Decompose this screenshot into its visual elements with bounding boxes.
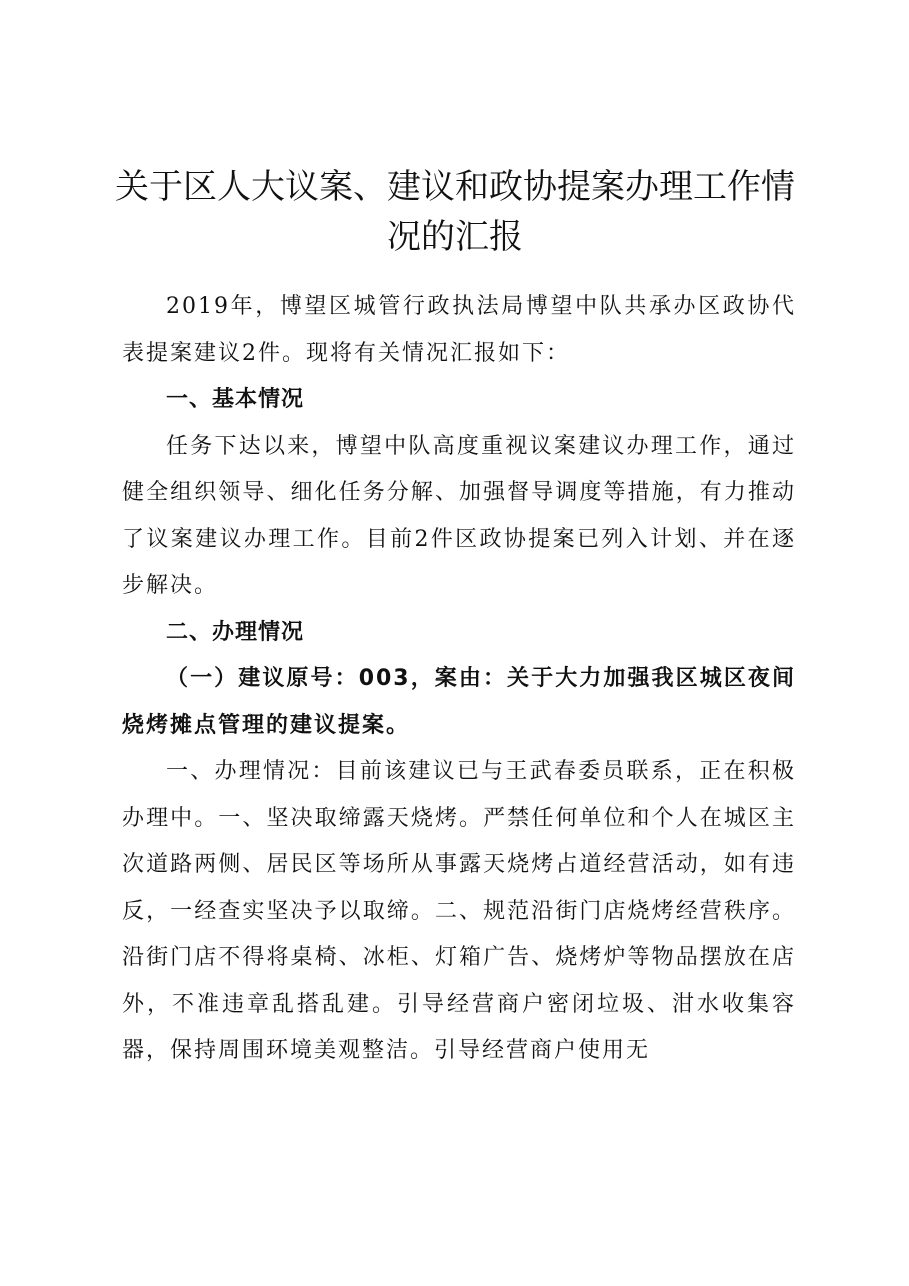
section-heading-handling: 二、办理情况 bbox=[166, 619, 305, 645]
document-body bbox=[122, 284, 796, 1075]
proposal-heading: （一）建议原号：003，案由：关于大力加强我区城区夜间烧烤摊点管理的建议提案。 bbox=[122, 666, 796, 738]
section-basic-paragraph: 任务下达以来，博望中队高度重视议案建议办理工作，通过健全组织领导、细化任务分解、加强督导调度等措施，有力推动了议案建议办理工作。目前2件区政协提案已列入计划、并在逐步解决。 bbox=[122, 433, 796, 598]
title-line-2: 况的汇报 bbox=[387, 217, 523, 257]
proposal-paragraph: 一、办理情况：目前该建议已与王武春委员联系，正在积极办理中。一、坚决取缔露天烧烤。严禁任何单位和个人在城区主次道路两侧、居民区等场所从事露天烧烤占道经营活动，如有违反，一经查实坚决予以取缔。二、规范沿街门店烧烤经营秩序。沿街门店不得将桌椅、冰柜、灯箱广告、烧烤炉等物品摆放在店外，不准违章乱搭乱建。引导经营商户密闭垃圾、泔水收集容器，保持周围环境美观整洁。引导经营商户使用无 bbox=[122, 759, 796, 1063]
title-line-1: 关于区人大议案、建议和政协提案办理工作情 bbox=[115, 167, 795, 207]
section-heading-basic: 一、基本情况 bbox=[166, 387, 305, 412]
intro-paragraph: 2019年，博望区城管行政执法局博望中队共承办区政协代表提案建议2件。现将有关情况汇报如下： bbox=[122, 294, 796, 366]
document-title bbox=[110, 162, 800, 262]
